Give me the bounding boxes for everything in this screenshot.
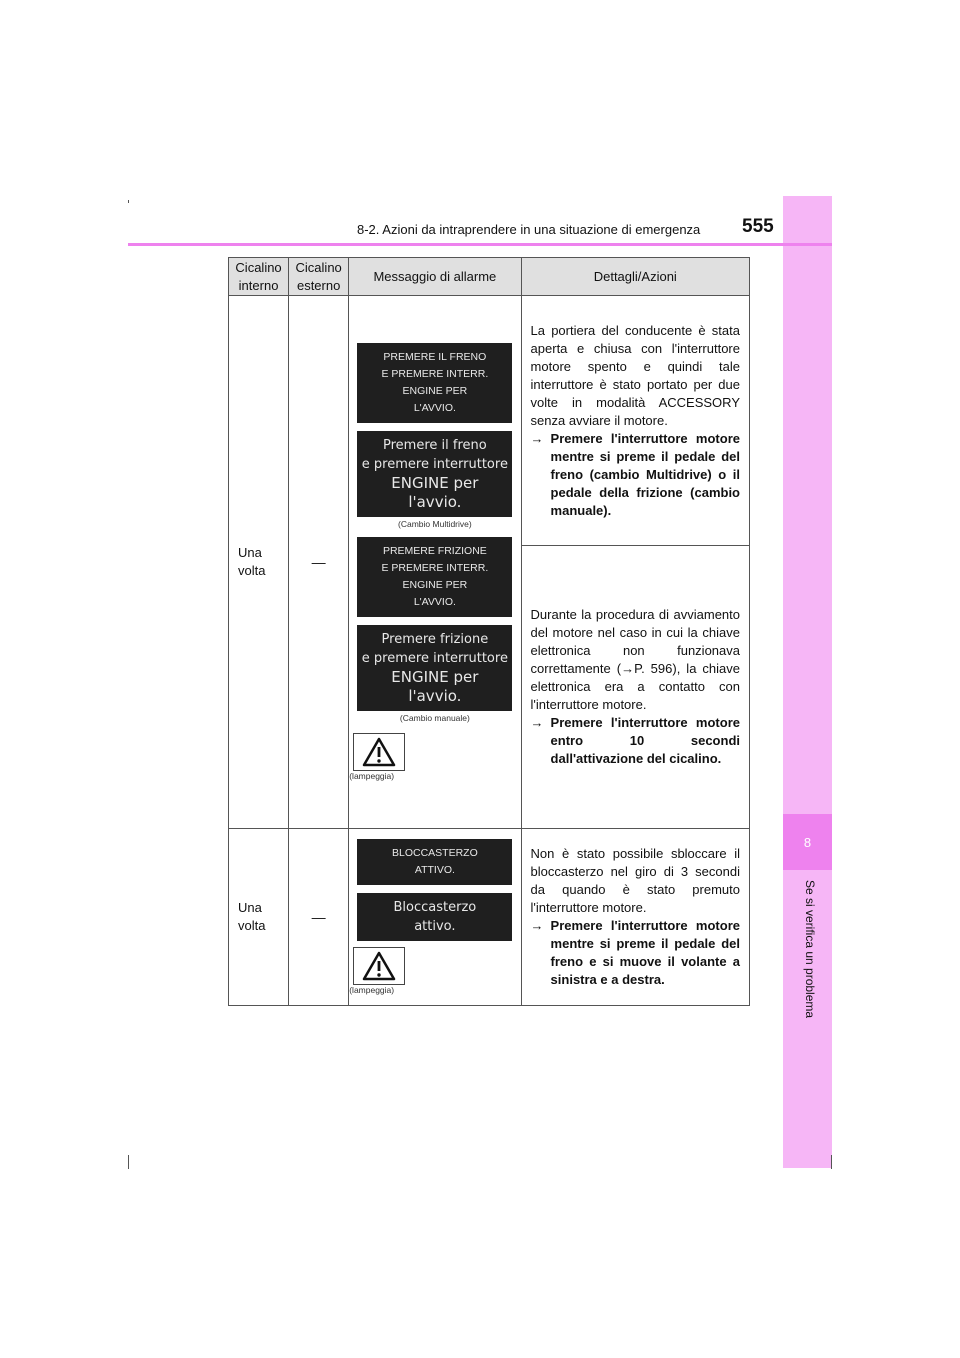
alarm-message-box [357,431,512,517]
message-line: E PREMERE INTERR. [381,368,489,380]
alarm-message-box [357,343,512,423]
warning-caption: (lampeggia) [349,771,395,781]
header-cell: Cicalino esterno [289,258,349,296]
table-row [229,829,750,1006]
alarm-message-box [357,537,512,617]
header-rule [128,243,832,246]
details-cell [521,546,749,829]
internal-buzzer-cell: Una volta [229,829,289,1006]
arrow-icon: → [530,715,544,730]
message-line: l'avvio. [408,493,462,511]
alarm-message-box [357,893,512,941]
action-text [531,917,740,989]
chapter-title: Se si verifica un problema [803,880,817,1019]
message-caption: (Cambio manuale) [399,713,470,723]
header-cell: Cicalino interno [229,258,289,296]
message-line: E PREMERE INTERR. [381,562,489,574]
message-line: Premere il freno [383,438,487,453]
alarm-message-box [357,839,512,885]
action-text [531,714,740,768]
action-text [531,430,740,520]
action-label: Premere l'interruttore motore entro 10 secondi dall'attivazione del cicalino. [550,715,740,766]
detail-text: Non è stato possibile sbloccare il bloccasterzo nel giro di 3 secondi da quando è stato premuto l'interruttore motore. [530,846,740,915]
crop-mark [831,1155,832,1169]
warning-caption: (lampeggia) [349,985,395,995]
page-number: 555 [742,216,774,237]
warning-triangle-icon [353,733,405,771]
table-row [229,296,750,546]
chapter-number: 8 [783,814,832,870]
message-caption: (Cambio Multidrive) [398,519,472,529]
alarm-message-box [357,625,512,711]
message-line: ENGINE PER [402,385,468,397]
warning-table [228,257,750,1006]
message-line: l'avvio. [408,687,462,705]
action-label: Premere l'interruttore motore mentre si preme il pedale del freno (cambio Multidrive) o il pedale della frizione (cambio manuale). [550,430,740,518]
message-cell [349,829,521,1006]
message-line: attivo. [414,919,456,934]
message-line: Bloccasterzo [393,900,477,915]
table-header-row [229,258,750,296]
message-line: ENGINE per [391,668,479,686]
header-cell: Messaggio di allarme [349,258,521,296]
message-line: ENGINE PER [402,579,468,591]
message-line: ATTIVO. [414,864,455,876]
message-line: ENGINE per [391,474,479,492]
warning-triangle-icon [353,947,405,985]
internal-buzzer-cell: Una volta [229,296,289,829]
message-line: PREMERE FRIZIONE [382,545,487,557]
crop-mark [128,1155,129,1169]
header-cell: Dettagli/Azioni [521,258,749,296]
message-line: PREMERE IL FRENO [383,351,487,363]
detail-text: Durante la procedura di avviamento del motore nel caso in cui la chiave elettronica non funzionava correttamente (→P. 596), la chiave elettronica era a contatto con l'interruttore motore. [530,607,740,712]
message-line: L'AVVIO. [413,402,456,414]
message-line: e premere interruttore [361,651,508,666]
detail-text: La portiera del conducente è stata aperta e chiusa con l'interruttore motore spento e quindi tale interruttore è stato portato per due volte in modalità ACCESSORY senza avviare il motore. [530,322,740,428]
arrow-icon: → [530,918,544,933]
message-line: e premere interruttore [361,457,508,472]
external-buzzer-cell: — [289,829,349,1006]
message-cell [349,296,521,829]
message-line: BLOCCASTERZO [391,847,478,859]
external-buzzer-cell: — [289,296,349,829]
action-label: Premere l'interruttore motore mentre si preme il pedale del freno e si muove il volante a sinistra e a destra. [550,918,740,987]
section-title: 8-2. Azioni da intraprendere in una situazione di emergenza [357,222,701,237]
message-line: L'AVVIO. [413,596,456,608]
details-cell [521,829,749,1006]
arrow-icon: → [530,430,544,446]
crop-mark [128,200,129,203]
details-cell [521,296,749,546]
message-line: Premere frizione [381,632,489,647]
